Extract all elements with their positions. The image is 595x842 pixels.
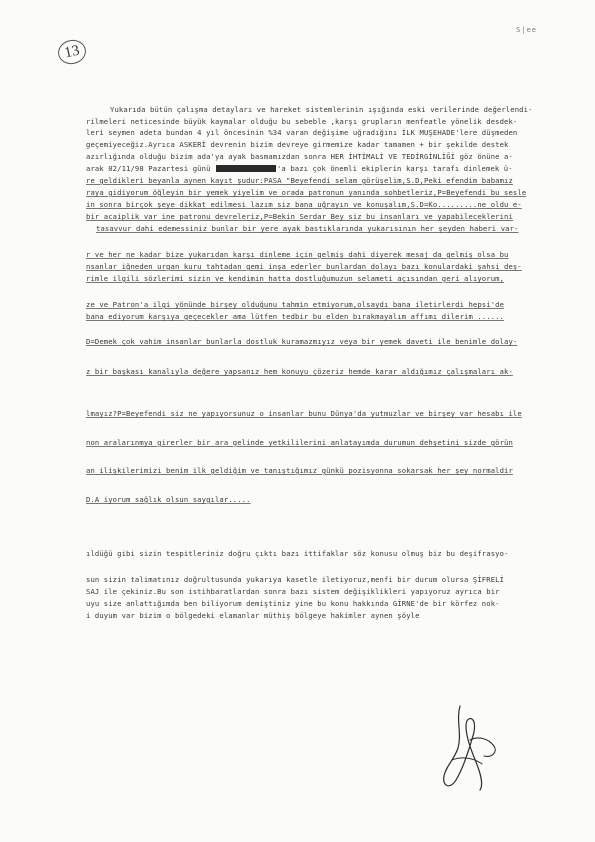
text-line: z bir başkası kanalıyla değere yapsanız hem konuyu çözeriz hemde karar aldığımız çalışmaları ak- <box>86 367 513 376</box>
text-line: ıldüğü gibi sizin tespitleriniz doğru çıktı bazı ittifaklar söz konusu olmuş biz bu deşifrasyo- <box>86 549 509 558</box>
text-segment: 'a bazı çok önemli ekiplerin karşı tarafı dinlemek ü- <box>276 164 513 173</box>
text-line: ze ve Patron'a ilgi yönünde birşey olduğunu tahmin etmiyorum,olsaydı bana iletirlerdi hepsi'de <box>86 300 505 309</box>
text-line: tasavvur dahi edemessiniz bunlar bir yere ayak bastıklarında yukarısının her şeyden haberi var- <box>96 224 519 233</box>
text-line: re geldikleri beyanla aynen kayıt şudur:PASA "Beyefendi selam görüşelim,S.D,Peki efendim babamız <box>86 176 513 185</box>
text-line: SAJ ile çekiniz.Bu son istihbaratlardan sonra bazı sistem değişiklikleri yapıyoruz ayrıca bir <box>86 587 500 596</box>
text-line: rilmeleri neticesinde büyük kaymalar olduğu bu sebeble ,karşı grupların menfeatle yönelik desdek- <box>86 117 518 126</box>
text-line: azırlığında olduğu bizim ada'ya ayak basmamızdan sonra HER İHTİMALİ VE TEDİRGİNLİĞİ göz önüne a- <box>86 152 513 161</box>
text-line: Yukarıda bütün çalışma detayları ve hareket sistemlerinin ışığında eski verilerinde değerlendi- <box>110 105 533 114</box>
text-line: uyu size anlattığımda ben biliyorum demiştiniz yine bu konu hakkında GİRNE'de bir körfez nok- <box>86 599 500 608</box>
text-line: geçemiyeceğiz.Ayrıca ASKERİ devrenin bizim devreye girmemize kadar tamamen + bir şekilde destek <box>86 140 509 149</box>
text-line: rimle ilgili sözlerimi sizin ve kendimin hatta dostluğumuzun selameti açısından geri alıyorum, <box>86 274 505 283</box>
text-line: leri seymen adeta bundan 4 yıl öncesinin %34 varan değişime uğradığını İLK MUŞEHADE'lere düşmeden <box>86 128 518 137</box>
text-line: non aralarınmya girerler bir ara gelinde yetkililerini anlatayımda durumun dehşetini sizde görün <box>86 438 513 447</box>
text-line: i duyum var bizim o bölgedeki elamanlar müthiş bölgeye hakimler aynen şöyle <box>86 611 420 620</box>
text-line: r ve her ne kadar bize yukarıdan karşı dinleme için gelmiş dahi diyerek mesaj da gelmiş olsa bu <box>86 250 509 259</box>
text-line: bana ediyorum karşıya geçecekler ama lütfen tedbir bu elden bırakmayalım affımı dilerim ...... <box>86 312 505 321</box>
text-line: nsanlar iğneden urgan kuru tahtadan gemi inşa ederler bunlardan dolayı bazı konulardaki şahsi deş- <box>86 262 522 271</box>
text-line: bir acaiplik var ine patronu devreleriz,P=Bekin Serdar Bey siz bu insanları ve yapabileceklerini <box>86 212 513 221</box>
text-line: D.A iyorum sağlık olsun saygılar..... <box>86 495 251 504</box>
handwritten-page-number-stamp: 13 <box>56 37 88 66</box>
text-line: raya gidiyorum öğleyin bir yemek yiyelim ve orada patronun yanında sohbetleriz,P=Beyefendi bu sesle <box>86 188 527 197</box>
text-line: sun sizin talimatınız doğrultusunda yukarıya kasetle iletiyoruz,menfi bir durum olursa ŞİFRELİ <box>86 575 505 584</box>
page-number: S|ee <box>516 26 537 34</box>
text-line: in sonra birçok şeye dikkat edilmesi lazım siz bana uğrayın ve konuşalım,S.D=Ko.........ne oldu e- <box>86 200 522 209</box>
text-line: an ilişkilerimizi benim ilk geldiğim ve tanıştığımız günkü pozisyonna sokarsak her şey normaldir <box>86 466 513 475</box>
redaction-block <box>216 165 276 172</box>
text-segment: arak 02/11/98 Pazartesi günü <box>86 164 211 173</box>
handwritten-signature <box>432 700 502 795</box>
text-line-with-redaction <box>86 164 595 173</box>
text-line: D=Demek çok vahim insanlar bunlarla dostluk kuramazmıyız veya bir yemek daveti ile benimle dolay- <box>86 337 518 346</box>
text-line: lmayız?P=Beyefendi siz ne yapıyorsunuz o insanlar bunu Dünya'da yutmuzlar ve birşey var hesabı ile <box>86 409 522 418</box>
